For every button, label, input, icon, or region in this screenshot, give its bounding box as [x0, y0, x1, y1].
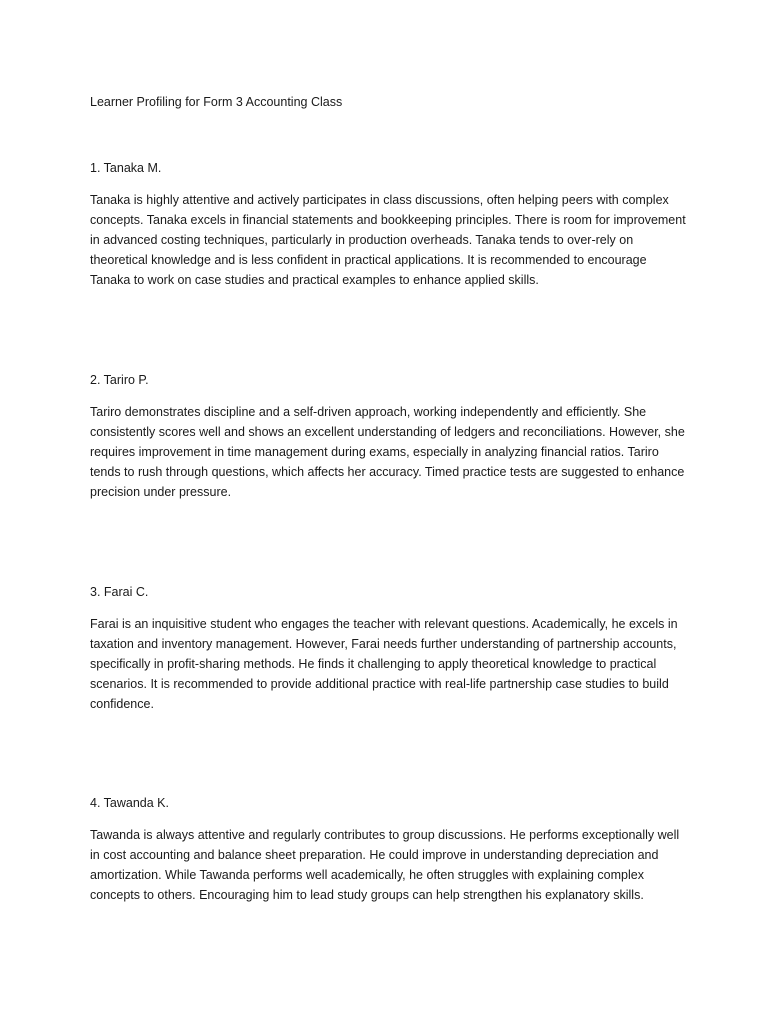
learner-heading-farai: 3. Farai C.: [90, 585, 149, 599]
learner-heading-tariro: 2. Tariro P.: [90, 373, 149, 387]
learner-heading-tanaka: 1. Tanaka M.: [90, 161, 162, 175]
learner-heading-tawanda: 4. Tawanda K.: [90, 796, 169, 810]
document-title: Learner Profiling for Form 3 Accounting Class: [90, 95, 343, 109]
learner-profile-tariro: Tariro demonstrates discipline and a self-driven approach, working independently and efficiently. She consistently scores well and shows an excellent understanding of ledgers and reconciliations. However, she requires improvement in time management during exams, especially in analyzing financial ratios. Tariro tends to rush through questions, which affects her accuracy. Timed practice tests are suggested to enhance precision under pressure.: [90, 405, 685, 499]
learner-profile-tanaka: Tanaka is highly attentive and actively participates in class discussions, often helping peers with complex concepts. Tanaka excels in financial statements and bookkeeping principles. There is room for improvement in advanced costing techniques, particularly in production overheads. Tanaka tends to over-rely on theoretical knowledge and is less confident in practical applications. It is recommended to encourage Tanaka to work on case studies and practical examples to enhance applied skills.: [90, 193, 686, 287]
learner-profile-tawanda: Tawanda is always attentive and regularly contributes to group discussions. He performs exceptionally well in cost accounting and balance sheet preparation. He could improve in understanding depreciation and amortization. While Tawanda performs well academically, he often struggles with explaining complex concepts to others. Encouraging him to lead study groups can help strengthen his explanatory skills.: [90, 828, 680, 902]
learner-profile-farai: Farai is an inquisitive student who engages the teacher with relevant questions. Academically, he excels in taxation and inventory management. However, Farai needs further understanding of partnership accounts, specifically in profit-sharing methods. He finds it challenging to apply theoretical knowledge to practical scenarios. It is recommended to provide additional practice with real-life partnership case studies to build confidence.: [90, 617, 678, 711]
